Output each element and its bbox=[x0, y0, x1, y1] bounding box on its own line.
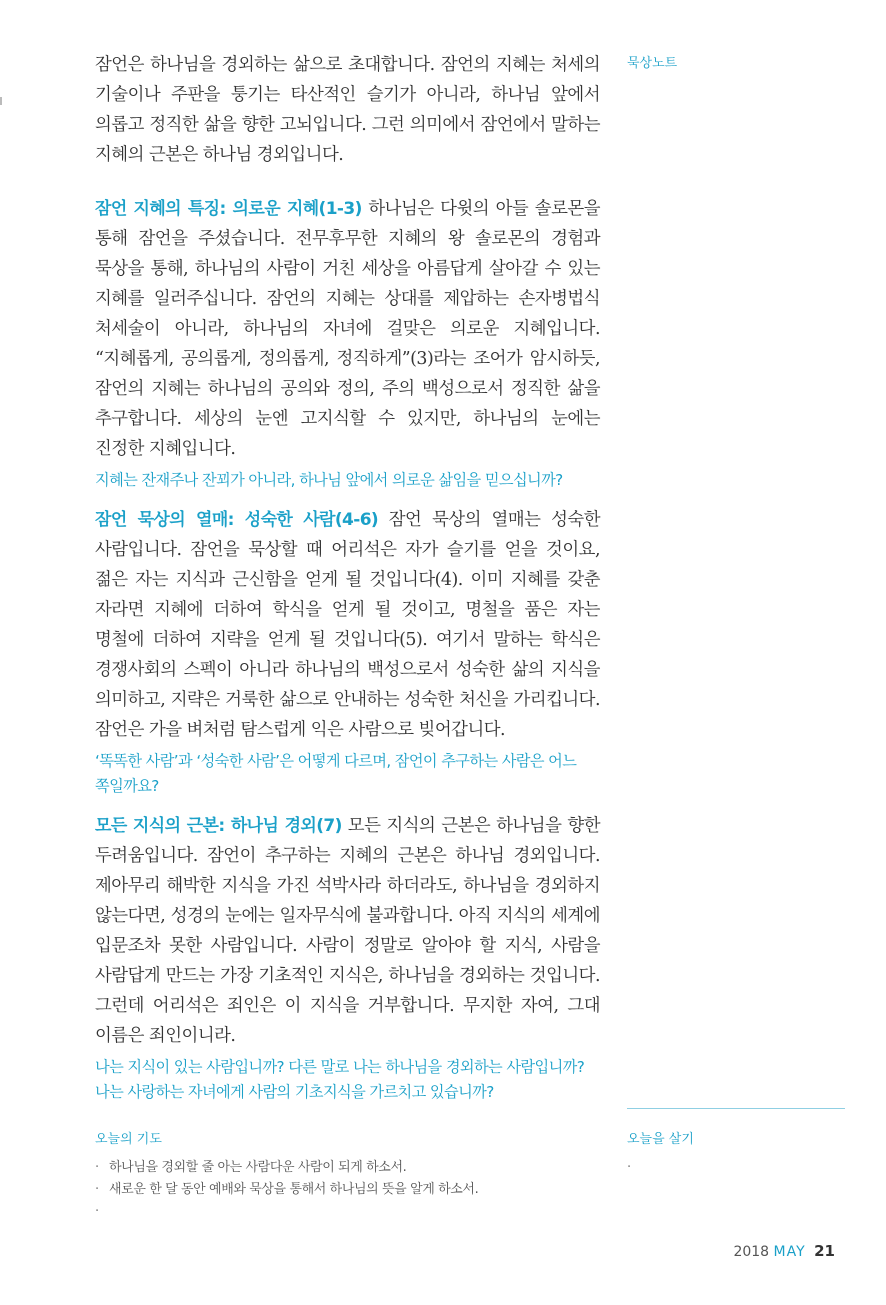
section-1-question: 지혜는 잔재주나 잔꾀가 아니라, 하나님 앞에서 의로운 삶임을 믿으십니까? bbox=[95, 471, 563, 489]
section-3 bbox=[95, 811, 600, 1105]
section-1-heading: 잠언 지혜의 특징: 의로운 지혜(1-3) bbox=[95, 199, 362, 219]
section-3-question: 나는 지식이 있는 사람입니까? 다른 말로 나는 하나님을 경외하는 사람입니까? 나는 사랑하는 자녀에게 사람의 기초지식을 가르치고 있습니까? bbox=[95, 1058, 585, 1101]
prayer-item bbox=[95, 1179, 600, 1201]
page-number: 21 bbox=[814, 1242, 835, 1260]
bullet-icon: · bbox=[627, 1160, 632, 1175]
section-1-paragraph bbox=[95, 194, 600, 464]
prayer-item-text: 하나님을 경외할 줄 아는 사람다운 사람이 되게 하소서. bbox=[109, 1160, 407, 1175]
section-2-body: 잠언 묵상의 열매는 성숙한 사람입니다. 잠언을 묵상할 때 어리석은 자가 슬기를 얻을 것이요, 젊은 자는 지식과 근신함을 얻게 될 것입니다(4). 이미 지혜를 갖춘 자라면 지혜에 더하여 학식을 얻게 될 것이고, 명철을 품은 자는 명철에 더하여 지략을 얻게 될 것입니다(5). 여기서 말하는 학식은 경쟁사회의 스펙이 아니라 하나님의 백성으로서 성숙한 삶의 지식을 의미하고, 지략은 거룩한 삶으로 안내하는 성숙한 처신을 가리킵니다. 잠언은 가을 벼처럼 탐스럽게 익은 사람으로 빚어갑니다. bbox=[95, 510, 600, 740]
prayer-item bbox=[95, 1201, 600, 1223]
page-edge-mark bbox=[0, 97, 2, 105]
live-today-title: 오늘을 살기 bbox=[627, 1132, 694, 1147]
footer-year: 2018 bbox=[733, 1244, 770, 1260]
prayer-item bbox=[95, 1157, 600, 1179]
section-2 bbox=[95, 505, 600, 799]
section-2-heading: 잠언 묵상의 열매: 성숙한 사람(4-6) bbox=[95, 510, 379, 530]
footer-month: MAY bbox=[773, 1244, 806, 1260]
live-today-line bbox=[627, 1157, 845, 1179]
section-3-body: 모든 지식의 근본은 하나님을 향한 두려움입니다. 잠언이 추구하는 지혜의 근본은 하나님 경외입니다. 제아무리 해박한 지식을 가진 석박사라 하더라도, 하나님을 경외하지 않는다면, 성경의 눈에는 일자무식에 불과합니다. 아직 지식의 세계에 입문조차 못한 사람입니다. 사람이 정말로 알아야 할 지식, 사람을 사람답게 만드는 가장 기초적인 지식은, 하나님을 경외하는 것입니다. 그런데 어리석은 죄인은 이 지식을 거부합니다. 무지한 자여, 그대 이름은 죄인이니라. bbox=[95, 816, 600, 1046]
page-footer bbox=[733, 1242, 835, 1260]
intro-paragraph: 잠언은 하나님을 경외하는 삶으로 초대합니다. 잠언의 지혜는 처세의 기술이나 주판을 퉁기는 타산적인 슬기가 아니라, 하나님 앞에서 의롭고 정직한 삶을 향한 고뇌입니다. 그런 의미에서 잠언에서 말하는 지혜의 근본은 하나님 경외입니다. bbox=[95, 55, 600, 165]
section-1 bbox=[95, 194, 600, 493]
sidebar-divider bbox=[627, 1108, 845, 1109]
section-2-paragraph bbox=[95, 505, 600, 745]
section-3-heading: 모든 지식의 근본: 하나님 경외(7) bbox=[95, 816, 342, 836]
section-2-question: ‘똑똑한 사람’과 ‘성숙한 사람’은 어떻게 다르며, 잠언이 추구하는 사람은 어느 쪽일까요? bbox=[95, 752, 577, 795]
live-today-box bbox=[627, 1128, 845, 1179]
section-1-body: 하나님은 다윗의 아들 솔로몬을 통해 잠언을 주셨습니다. 전무후무한 지혜의 왕 솔로몬의 경험과 묵상을 통해, 하나님의 사람이 거친 세상을 아름답게 살아갈 수 있는 지혜를 일러주십니다. 잠언의 지혜는 상대를 제압하는 손자병법식 처세술이 아니라, 하나님의 자녀에 걸맞은 의로운 지혜입니다. “지혜롭게, 공의롭게, 정의롭게, 정직하게”(3)라는 조어가 암시하듯, 잠언의 지혜는 하나님의 공의와 정의, 주의 백성으로서 정직한 삶을 추구합니다. 세상의 눈엔 고지식할 수 있지만, 하나님의 눈에는 진정한 지혜입니다. bbox=[95, 199, 600, 459]
main-column bbox=[95, 50, 600, 1105]
bullet-icon: · bbox=[95, 1182, 99, 1197]
prayer-title: 오늘의 기도 bbox=[95, 1132, 162, 1147]
prayer-list bbox=[95, 1157, 600, 1223]
bullet-icon: · bbox=[95, 1160, 99, 1175]
bullet-icon: · bbox=[95, 1204, 99, 1219]
prayer-item-text: 새로운 한 달 동안 예배와 묵상을 통해서 하나님의 뜻을 알게 하소서. bbox=[109, 1182, 479, 1197]
prayer-box bbox=[95, 1128, 600, 1223]
meditation-note-label: 묵상노트 bbox=[627, 56, 678, 71]
section-3-paragraph bbox=[95, 811, 600, 1051]
